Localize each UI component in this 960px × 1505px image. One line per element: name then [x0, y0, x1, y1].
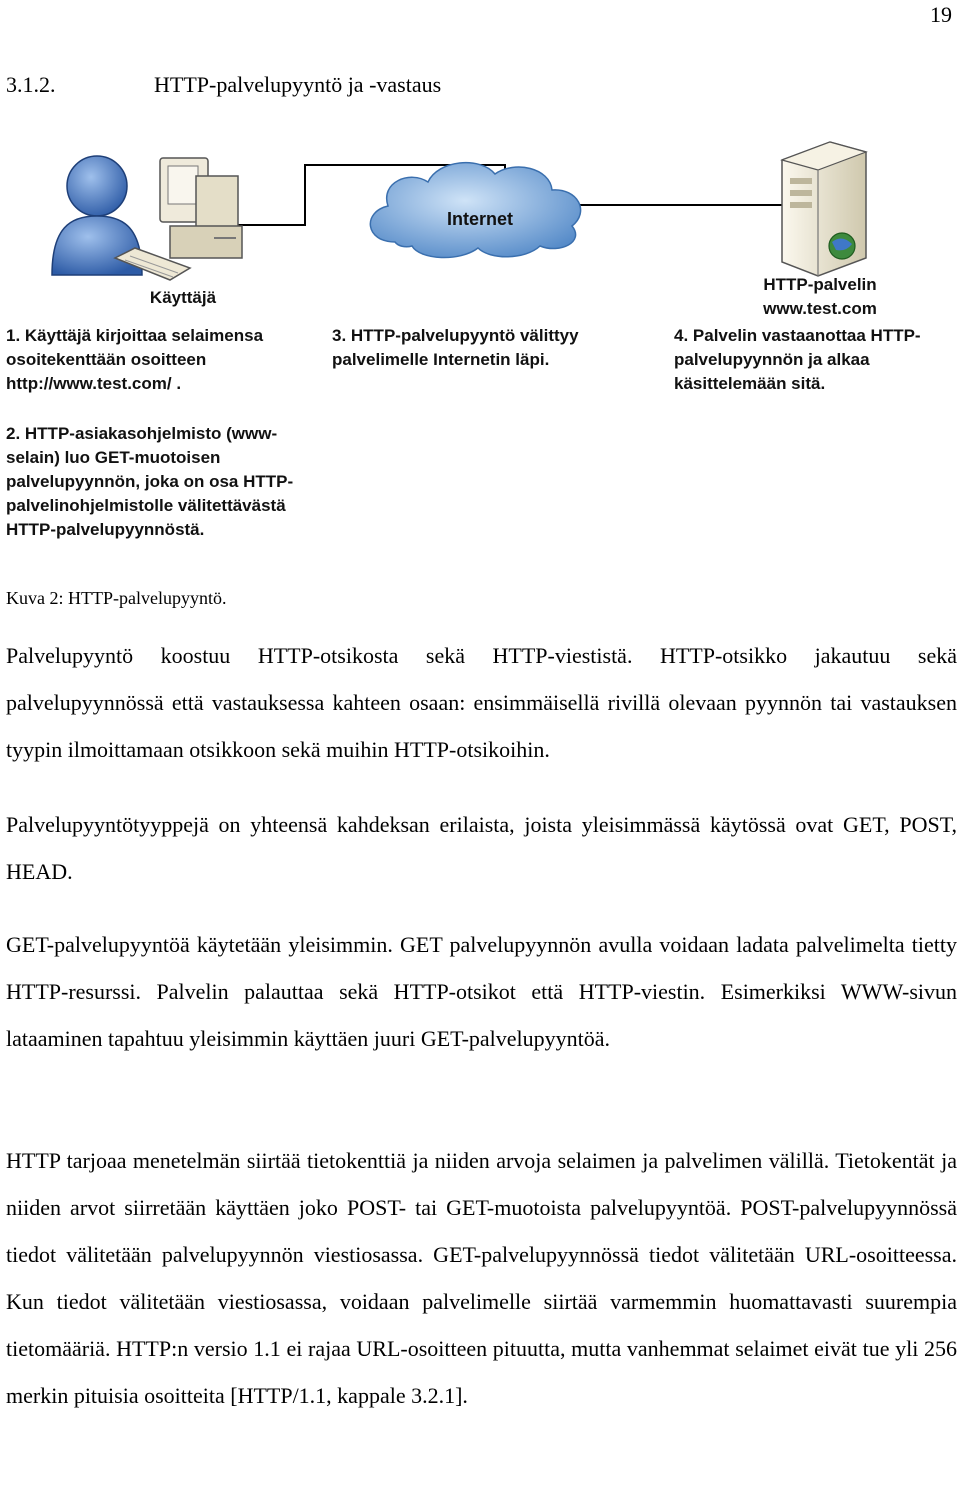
computer-icon [115, 158, 242, 280]
step-1-text: 1. Käyttäjä kirjoittaa selaimensa osoitekenttään osoitteen http://www.test.com/ . [6, 326, 264, 393]
http-request-figure [0, 130, 960, 550]
step-2-text: 2. HTTP-asiakasohjelmisto (www- selain) luo GET-muotoisen palvelupyynnön, joka on osa HTTP- palvelinohjelmistolle välitettävästä HTTP-palvelupyynnöstä. [6, 424, 294, 539]
section-number: 3.1.2. [6, 72, 56, 97]
paragraph-1: Palvelupyyntö koostuu HTTP-otsikosta sekä HTTP-viestistä. HTTP-otsikko jakautuu sekä palvelupyynnössä että vastauksessa kahteen osaan: ensimmäisellä rivillä olevaan pyynnön tai vastauksen tyypin ilmoittamaan otsikkoon sekä muihin HTTP-otsikoihin. [6, 643, 957, 762]
step-3-text: 3. HTTP-palvelupyyntö välittyy palvelimelle Internetin läpi. [332, 326, 579, 369]
server-icon [782, 142, 866, 276]
internet-label: Internet [446, 209, 513, 229]
paragraph-4: HTTP tarjoaa menetelmän siirtää tietokenttiä ja niiden arvoja selaimen ja palvelimen välillä. Tietokentät ja niiden arvot siirretään käyttäen joko POST- tai GET-muotoista palvelupyyntöä. POST-palvelupyynnössä tiedot välitetään palvelupyynnön viestiosassa. GET-palvelupyynnössä tiedot välitetään URL-osoitteessa. Kun tiedot välitetään viestiosassa, voidaan palvelimelle siirtää varmemmin huomattavasti suurempia tietomääriä. HTTP:n versio 1.1 ei rajaa URL-osoitteen pituutta, mutta vanhemmat selaimet eivät tue yli 256 merkin pituisia osoitteita [HTTP/1.1, kappale 3.2.1]. [6, 1148, 957, 1408]
user-label: Käyttäjä [149, 288, 217, 307]
page-number: 19 [930, 2, 952, 27]
step-4-text: 4. Palvelin vastaanottaa HTTP- palvelupyynnön ja alkaa käsittelemään sitä. [674, 326, 921, 393]
section-heading [6, 72, 441, 98]
paragraph-2: Palvelupyyntötyyppejä on yhteensä kahdeksan erilaista, joista yleisimmässä käytössä ovat GET, POST, HEAD. [6, 812, 957, 884]
paragraph-3: GET-palvelupyyntöä käytetään yleisimmin. GET palvelupyynnön avulla voidaan ladata palvelimelta tietty HTTP-resurssi. Palvelin palauttaa sekä HTTP-otsikot että HTTP-viestin. Esimerkiksi WWW-sivun lataaminen tapahtuu yleisimmin käyttäen juuri GET-palvelupyyntöä. [6, 932, 957, 1051]
server-label: HTTP-palvelin www.test.com [763, 275, 877, 318]
section-title: HTTP-palvelupyyntö ja -vastaus [154, 72, 442, 97]
figure-caption: Kuva 2: HTTP-palvelupyyntö. [6, 588, 227, 608]
